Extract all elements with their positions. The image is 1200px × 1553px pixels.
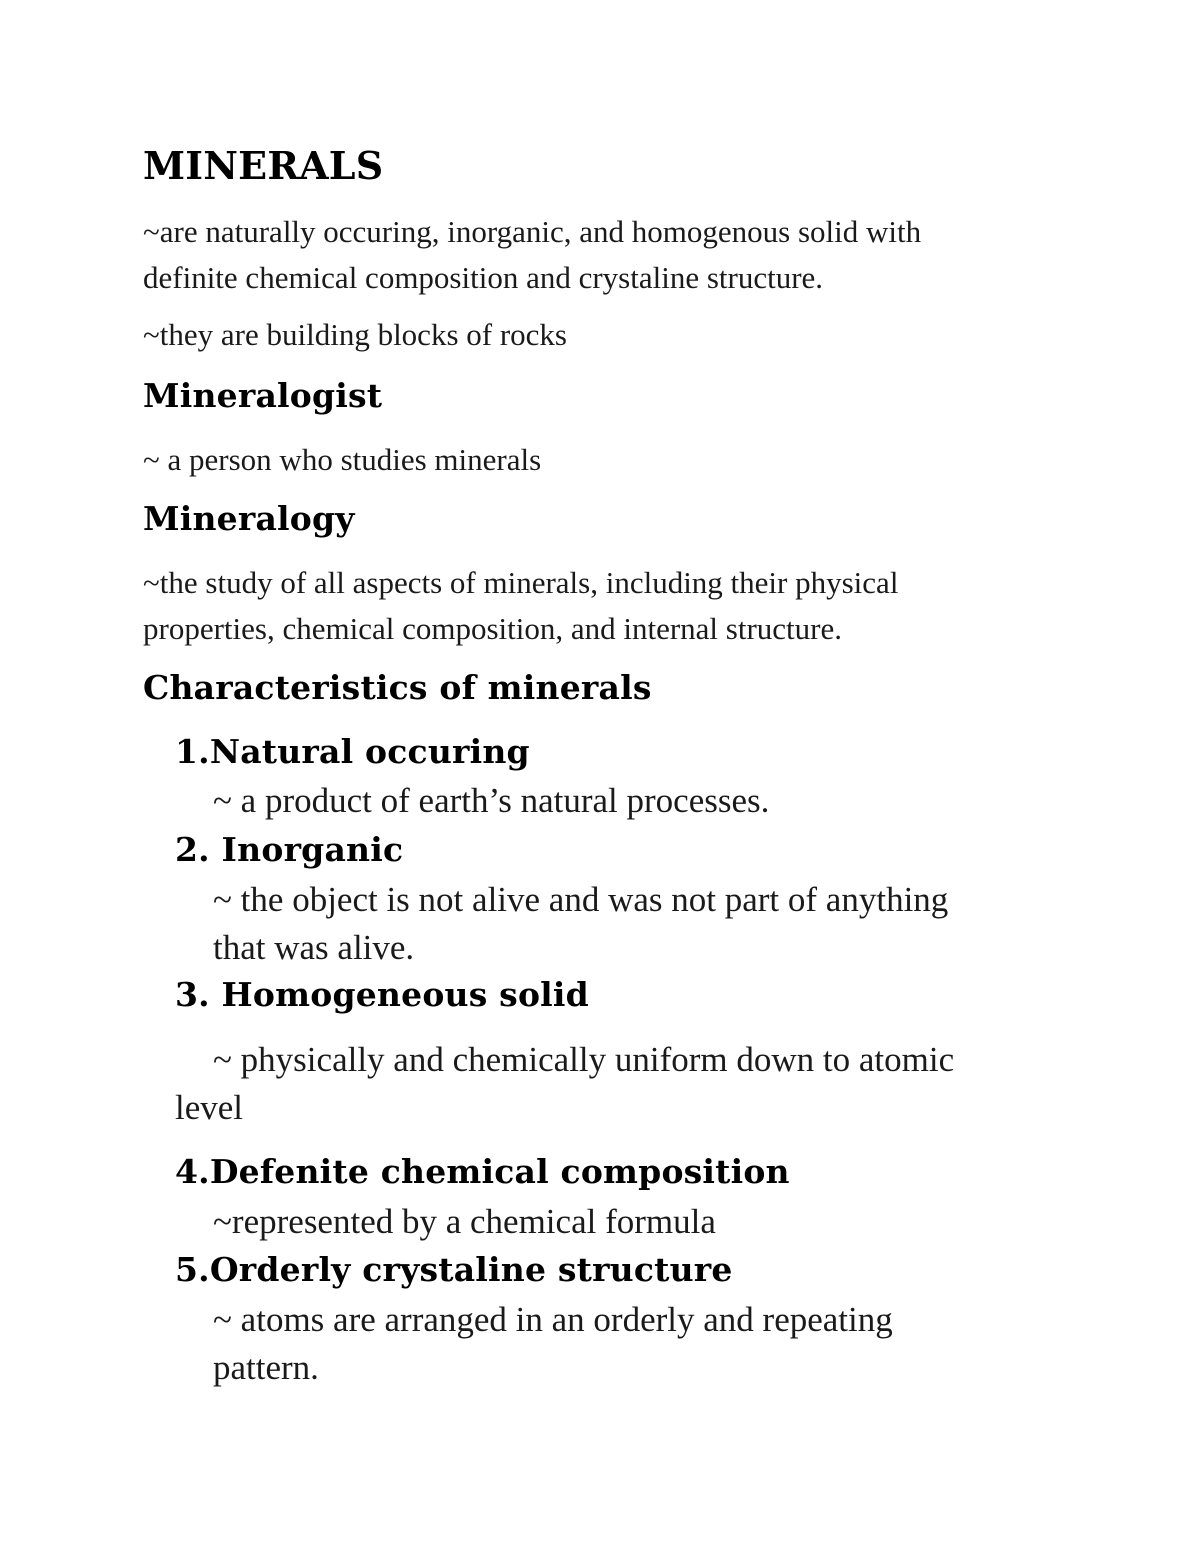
- mineralogy-definition-line: ~the study of all aspects of minerals, including their physical: [143, 565, 899, 600]
- characteristic-1-label: 1.Natural occuring: [175, 732, 530, 771]
- mineralogy-heading: Mineralogy: [143, 499, 355, 538]
- characteristic-5-label: 5.Orderly crystaline structure: [175, 1250, 733, 1289]
- characteristic-4-description: ~represented by a chemical formula: [213, 1202, 716, 1241]
- characteristic-5-line: ~ atoms are arranged in an orderly and repeating: [213, 1300, 893, 1339]
- minerals-note: ~they are building blocks of rocks: [143, 317, 567, 352]
- minerals-definition-line: definite chemical composition and crystaline structure.: [143, 260, 824, 295]
- characteristic-1-description: ~ a product of earth’s natural processes.: [213, 781, 770, 820]
- characteristic-4-label: 4.Defenite chemical composition: [175, 1152, 790, 1191]
- characteristic-2-label: 2. Inorganic: [175, 830, 404, 869]
- minerals-definition: [143, 209, 921, 301]
- characteristic-3-line: level: [175, 1088, 244, 1127]
- characteristic-2-line: ~ the object is not alive and was not part of anything: [213, 880, 949, 919]
- characteristic-3-label: 3. Homogeneous solid: [175, 975, 589, 1014]
- characteristic-2-description: [213, 876, 948, 972]
- characteristic-2-line: that was alive.: [213, 928, 415, 967]
- characteristic-5-line: pattern.: [213, 1348, 319, 1387]
- characteristic-3-line: ~ physically and chemically uniform down to atomic: [213, 1040, 955, 1079]
- mineralogy-definition: [143, 560, 898, 652]
- page-title: MINERALS: [143, 143, 384, 188]
- mineralogist-definition: ~ a person who studies minerals: [143, 442, 542, 477]
- mineralogist-heading: Mineralogist: [143, 376, 383, 415]
- minerals-definition-line: ~are naturally occuring, inorganic, and homogenous solid with: [143, 214, 922, 249]
- mineralogy-definition-line: properties, chemical composition, and internal structure.: [143, 611, 842, 646]
- characteristics-heading: Characteristics of minerals: [143, 668, 652, 707]
- characteristic-5-description: [213, 1296, 893, 1392]
